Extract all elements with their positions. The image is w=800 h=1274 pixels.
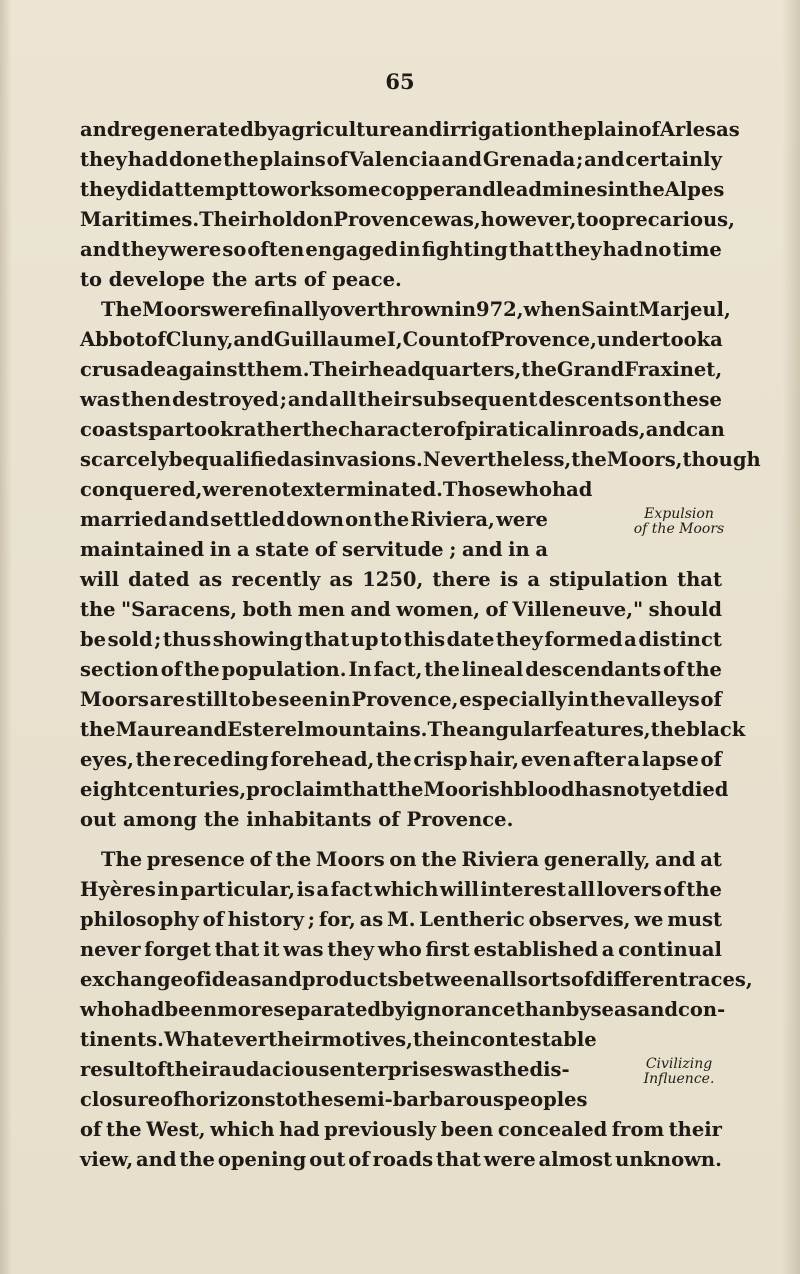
- marginal-note-line: Civilizing: [645, 1056, 713, 1072]
- text-line: tinents. Whatever their motives, the incontestable: [80, 1028, 597, 1051]
- text-line: Moors are still to be seen in Provence, especially in the valleys of: [80, 688, 722, 711]
- text-line: crusade against them. Their head quarters, the Grand Fraxinet,: [80, 358, 723, 381]
- page-number: 65: [385, 69, 415, 94]
- marginal-note-expulsion: [632, 507, 726, 537]
- text-line: out among the inhabitants of Provence.: [80, 808, 514, 831]
- text-line: be sold ; thus showing that up to this date they formed a distinct: [80, 628, 722, 651]
- text-line: was then destroyed ; and all their subsequent descents on these: [80, 388, 722, 411]
- text-line: Maritimes. Their hold on Provence was, however, too precarious,: [80, 208, 735, 231]
- text-line: married and settled down on the Riviera, were: [80, 508, 548, 531]
- text-line: closure of horizons to the semi-barbarous peoples: [80, 1088, 588, 1111]
- text-line: eight centuries, proclaim that the Moorish blood has not yet died: [80, 778, 729, 801]
- text-line: view, and the opening out of roads that were almost unknown.: [80, 1148, 722, 1171]
- text-line: scarcely be qualified as invasions. Nevertheless, the Moors, though: [80, 448, 761, 471]
- text-line: philosophy of history ; for, as M. Lentheric observes, we must: [80, 908, 722, 931]
- text-line: The presence of the Moors on the Riviera generally, and at: [101, 848, 722, 871]
- text-line: and regenerated by agriculture and irrigation the plain of Arles as: [80, 118, 740, 141]
- text-line: exchange of ideas and products between all sorts of different races,: [80, 968, 753, 991]
- text-line: maintained in a state of servitude ; and in a: [80, 538, 548, 561]
- text-line: they did attempt to work some copper and lead mines in the Alpes: [80, 178, 725, 201]
- text-line: Hyères in particular, is a fact which will interest all lovers of the: [80, 878, 722, 901]
- text-line: section of the population. In fact, the lineal descendants of the: [80, 658, 722, 681]
- text-line: Abbot of Cluny, and Guillaume I, Count of Provence, undertook a: [80, 328, 723, 351]
- text-line: to develope the arts of peace.: [80, 268, 402, 291]
- text-line: they had done the plains of Valencia and Grenada ; and certainly: [80, 148, 722, 171]
- text-line: eyes, the receding forehead, the crisp hair, even after a lapse of: [80, 748, 722, 771]
- marginal-note-line: of the Moors: [633, 521, 725, 537]
- text-line: never forget that it was they who first established a continual: [80, 938, 722, 961]
- text-line: and they were so often engaged in fighting that they had no time: [80, 238, 722, 261]
- text-line: who had been more separated by ignorance than by seas and con-: [80, 998, 726, 1021]
- text-line: of the West, which had previously been concealed from their: [80, 1118, 722, 1141]
- text-line: coasts partook rather the character of piratical inroads, and can: [80, 418, 725, 441]
- text-line: result of their audacious enterprises was the dis-: [80, 1058, 570, 1081]
- marginal-note-line: Expulsion: [644, 506, 714, 522]
- text-line: The Moors were finally overthrown in 972, when Saint Marjeul,: [101, 298, 731, 321]
- text-line: will dated as recently as 1250, there is a stipulation that: [80, 568, 722, 591]
- marginal-note-line: Influence.: [643, 1071, 715, 1087]
- marginal-note-civilizing: [632, 1057, 726, 1087]
- text-line: the "Saracens, both men and women, of Villeneuve," should: [80, 598, 722, 621]
- text-line: the Maure and Esterel mountains. The angular features, the black: [80, 718, 746, 741]
- text-line: conquered, were not exterminated. Those who had: [80, 478, 593, 501]
